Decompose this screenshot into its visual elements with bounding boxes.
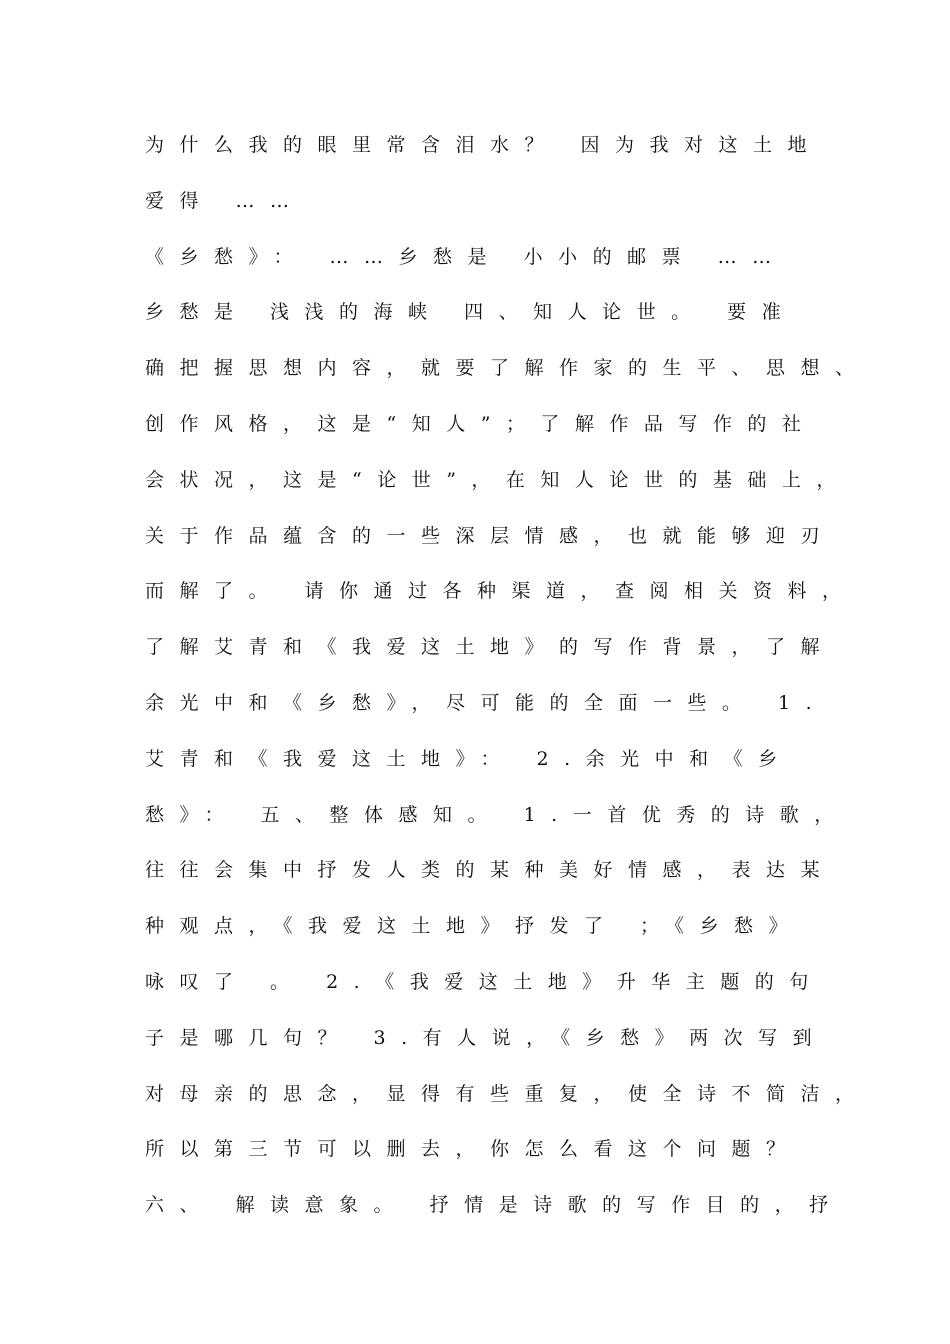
text-line: 艾青和《我爱这土地》： 2.余光中和《乡 [145, 747, 793, 770]
text-line: 往往会集中抒发人类的某种美好情感，表达某 [145, 859, 836, 882]
text-line: 《乡愁》： ……乡愁是 小小的邮票 …… [145, 245, 787, 268]
text-line: 关于作品蕴含的一些深层情感，也就能够迎刃 [145, 524, 836, 547]
text-line: 而解了。 请你通过各种渠道，查阅相关资料， [145, 580, 857, 603]
text-line: 确把握思想内容，就要了解作家的生平、思想、 [145, 357, 870, 380]
text-line: 对母亲的思念，显得有些重复，使全诗不简洁， [145, 1082, 870, 1105]
text-line: 种观点，《我爱这土地》抒发了 ；《乡愁》 [145, 915, 804, 938]
text-line: 为什么我的眼里常含泪水？ 因为我对这土地 [145, 134, 823, 156]
text-line: 会状况，这是“论世”，在知人论世的基础上， [145, 468, 851, 491]
text-line: 爱得 …… [145, 189, 305, 212]
text-line: 了解艾青和《我爱这土地》的写作背景，了解 [145, 636, 836, 659]
text-line: 乡愁是 浅浅的海峡 四、知人论世。 要准 [145, 301, 797, 324]
text-line: 所以第三节可以删去，你怎么看这个问题？ [145, 1138, 801, 1161]
text-line: 六、 解读意象。 抒情是诗歌的写作目的，抒 [145, 1194, 844, 1217]
text-line: 愁》： 五、整体感知。 1.一首优秀的诗歌， [145, 803, 849, 826]
text-line: 子是哪几句？ 3.有人说，《乡愁》两次写到 [145, 1026, 828, 1049]
text-line: 咏叹了 。 2.《我爱这土地》升华主题的句 [145, 970, 824, 993]
text-line: 创作风格，这是“知人”；了解作品写作的社 [145, 412, 817, 435]
text-line: 余光中和《乡愁》，尽可能的全面一些。 1. [145, 691, 828, 714]
document-body [145, 125, 870, 1241]
